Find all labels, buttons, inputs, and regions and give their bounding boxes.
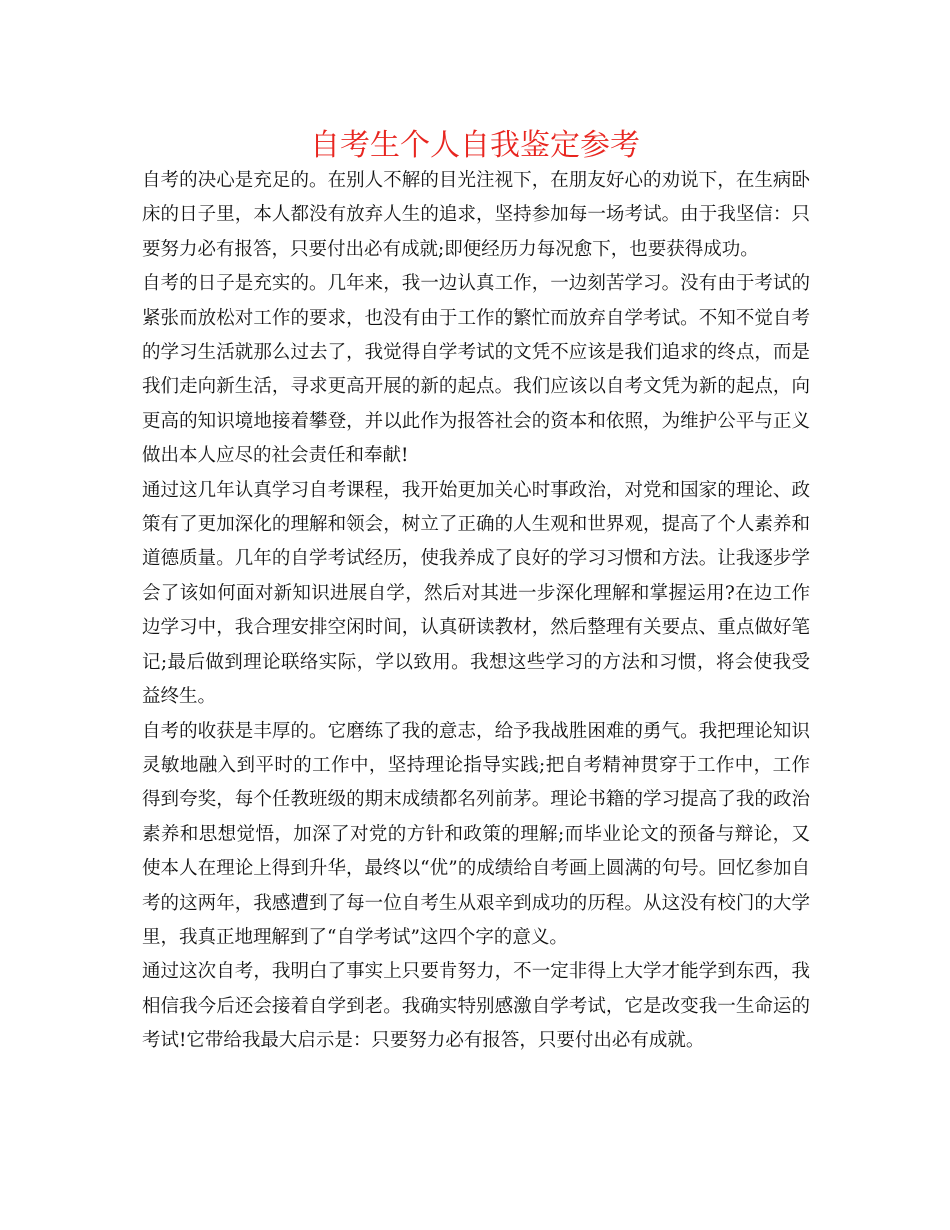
document-title: 自考生个人自我鉴定参考 [310,128,640,163]
paragraph-harvest: 自考的收获是丰厚的。它磨练了我的意志，给予我战胜困难的勇气。我把理论知识灵敏地融入到平时的工作中，坚持理论指导实践;把自考精神贯穿于工作中，工作得到夸奖，每个任教班级的期末成绩都名列前茅。理论书籍的学习提高了我的政治素养和思想觉悟，加深了对党的方针和政策的理解;而毕业论文的预备与辩论，又使本人在理论上得到升华，最终以“优”的成绩给自考画上圆满的句号。回忆参加自考的这两年，我感遭到了每一位自考生从艰辛到成功的历程。从这没有校门的大学里，我真正地理解到了“自学考试”这四个字的意义。 [142,720,810,948]
document-body [142,164,810,1059]
paragraph-study-growth: 通过这几年认真学习自考课程，我开始更加关心时事政治，对党和国家的理论、政策有了更加深化的理解和领会，树立了正确的人生观和世界观，提高了个人素养和道德质量。几年的自学考试经历，使我养成了良好的学习习惯和方法。让我逐步学会了该如何面对新知识进展自学，然后对其进一步深化理解和掌握运用?在边工作边学习中，我合理安排空闲时间，认真研读教材，然后整理有关要点、重点做好笔记;最后做到理论联络实际，学以致用。我想这些学习的方法和习惯，将会使我受益终生。 [142,479,810,708]
paragraph-fulfilling-days: 自考的日子是充实的。几年来，我一边认真工作，一边刻苦学习。没有由于考试的紧张而放松对工作的要求，也没有由于工作的繁忙而放弃自学考试。不知不觉自考的学习生活就那么过去了，我觉得自学考试的文凭不应该是我们追求的终点，而是我们走向新生活，寻求更高开展的新的起点。我们应该以自考文凭为新的起点，向更高的知识境地接着攀登，并以此作为报答社会的资本和依照，为维护公平与正义做出本人应尽的社会责任和奉献! [142,273,810,467]
paragraph-conclusion: 通过这次自考，我明白了事实上只要肯努力，不一定非得上大学才能学到东西，我相信我今后还会接着自学到老。我确实特别感激自学考试，它是改变我一生命运的考试!它带给我最大启示是：只要努力必有报答，只要付出必有成就。 [142,961,810,1052]
paragraph-determination: 自考的决心是充足的。在别人不解的目光注视下，在朋友好心的劝说下，在生病卧床的日子里，本人都没有放弃人生的追求，坚持参加每一场考试。由于我坚信：只要努力必有报答，只要付出必有成就;即便经历力每况愈下，也要获得成功。 [142,170,810,260]
